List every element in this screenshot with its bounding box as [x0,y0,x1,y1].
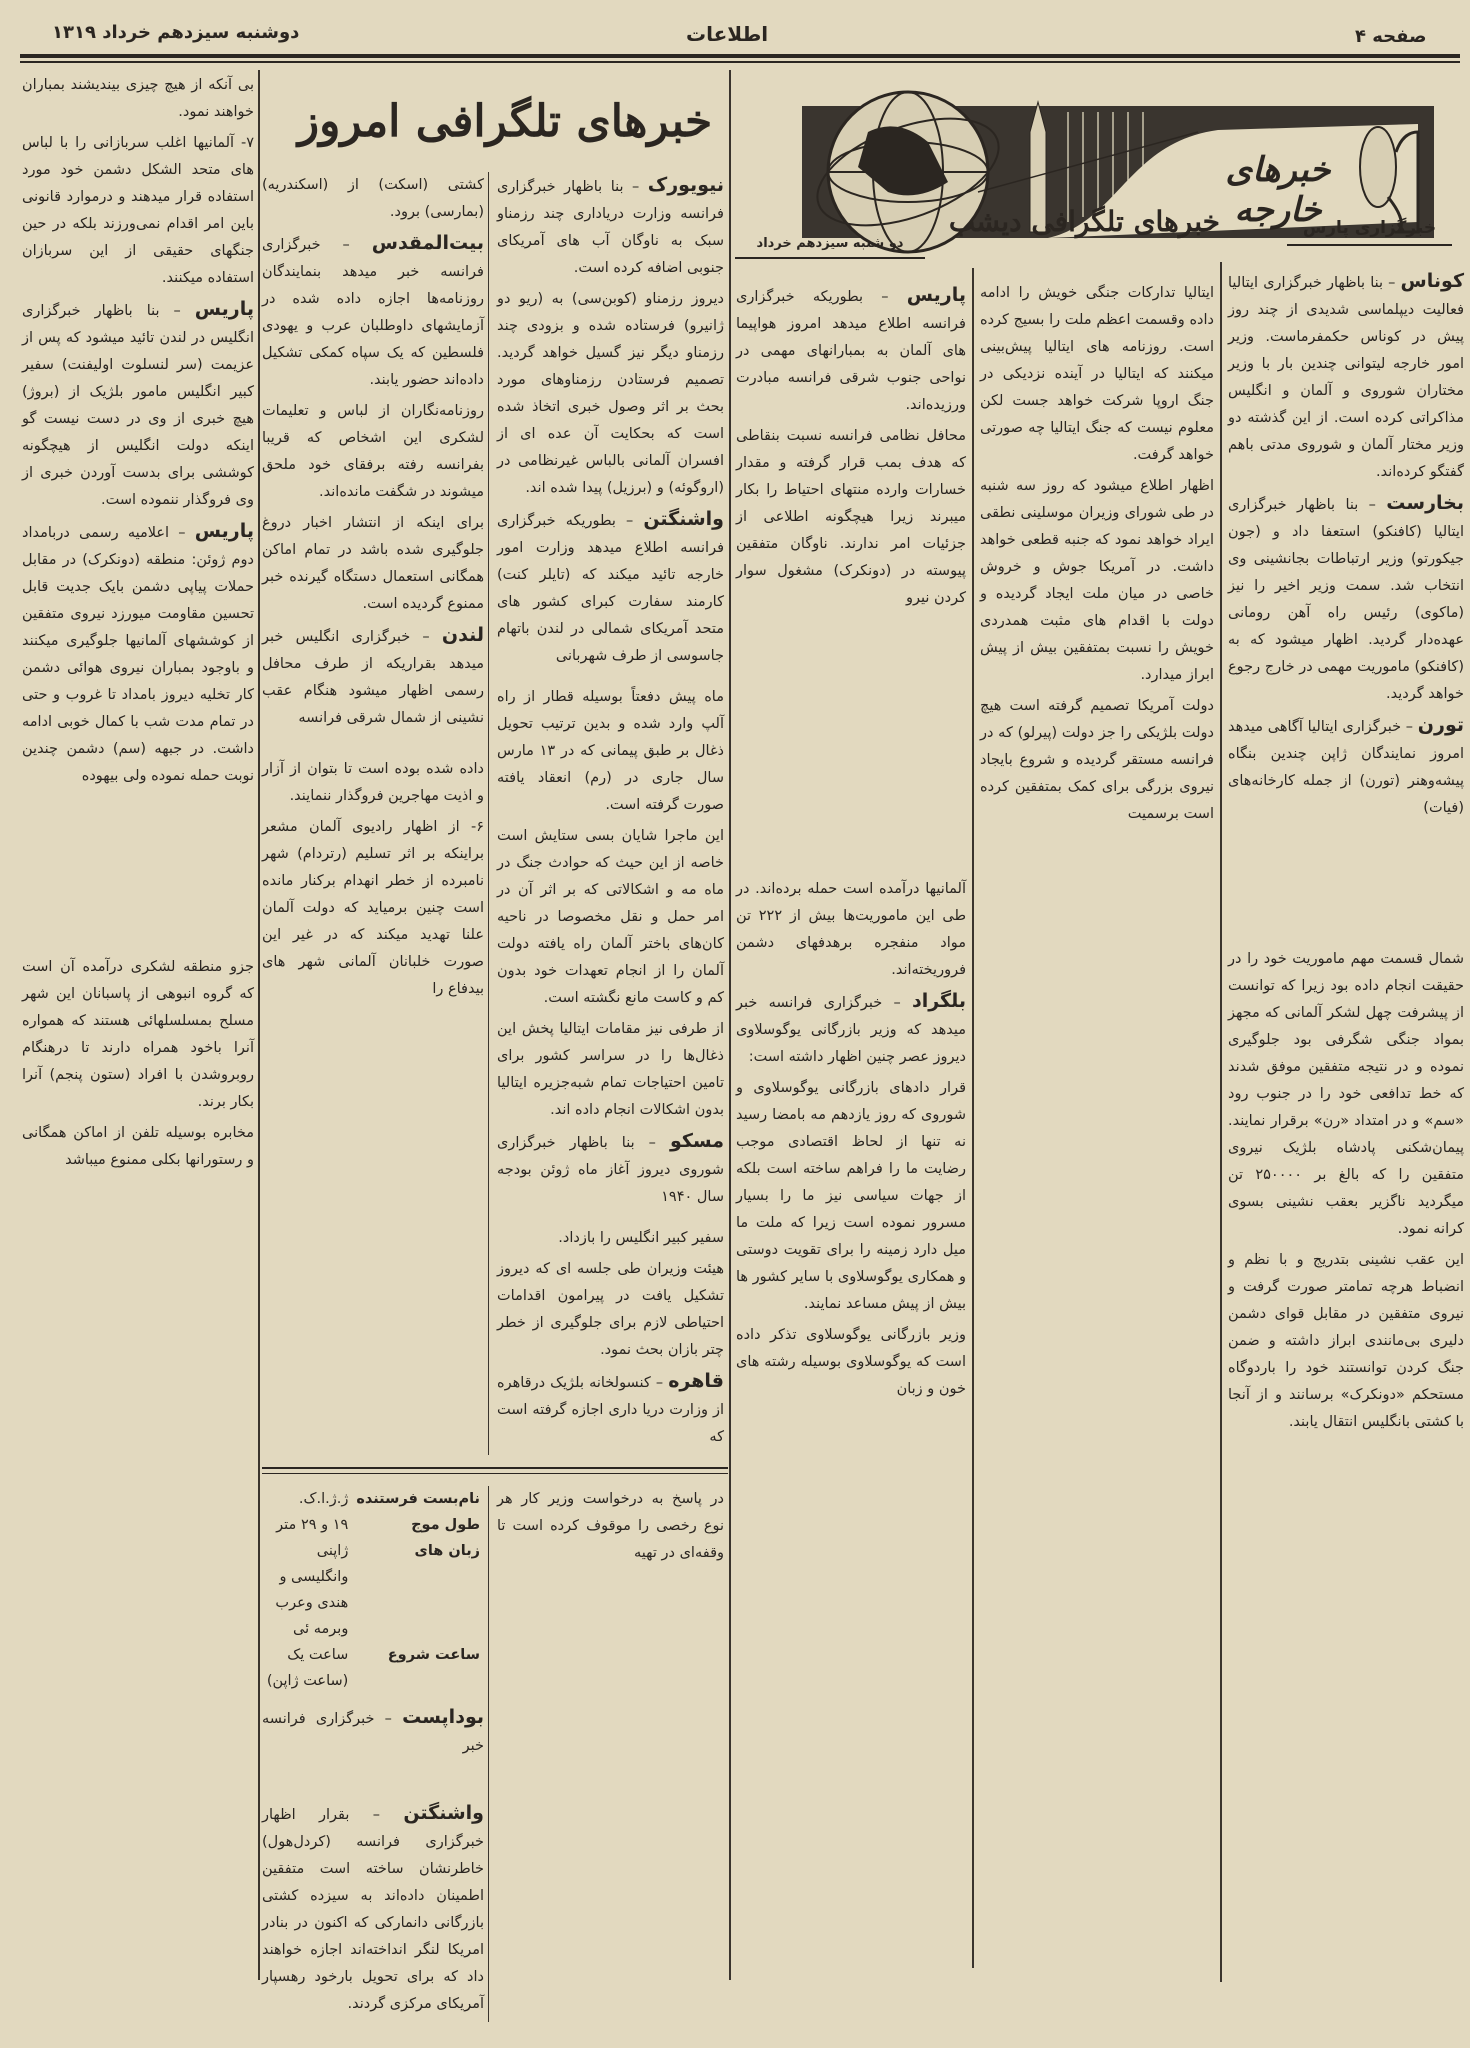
news-paragraph [262,622,484,732]
paragraph-text: اظهار اطلاع میشود که روز سه شنبه در طی شورای وزیران موسلینی نطقی ایراد خواهد نمود که جنبه قطعی خواهد داشت. در آمریکا جوش و خروش خاصی در میان ملت ایجاد گردیده و دولت با اقدام های مثبت همدردی خویش را نسبت بمتفقین بیش از پیش ابراز میدارد. [980,478,1214,683]
issue-date: دوشنبه سیزدهم خرداد ۱۳۱۹ [52,22,300,43]
dateline: پاریس [194,298,254,320]
date-label: دو شنبه سیزدهم خرداد [735,236,925,259]
dateline: لندن [441,624,484,646]
news-paragraph [736,876,966,984]
paragraph-text: – اعلامیه رسمی دربامداد دوم ژوئن: منطقه (دونکرک) در مقابل حملات پیاپی دشمن بایک جدیت قابل تحسین مقاومت میورزد نیروی متفقین از کوششهای آلمانیها جلوگیری میکنند و باوجود بمباران نیروی هوائی دشمن کار تخلیه دیروز بامداد تا غروب و حتی در تمام مدت شب با کمال خوبی ادامه داشت. در جبهه (سم) دشمن چندین نوبت حمله نموده ولی بیهوده [22,525,254,784]
news-paragraph [22,130,254,292]
news-paragraph [22,954,254,1116]
paragraph-text: برای اینکه از انتشار اخبار دروغ جلوگیری شده باشد در تمام اماکن همگانی استعمال دستگاه گیرنده خبر ممنوع گردیده است. [262,515,484,612]
news-paragraph [262,814,484,1003]
news-paragraph [736,423,966,612]
dateline: واشنگتن [643,508,724,530]
header-rule-thin [20,61,1460,63]
news-paragraph [736,988,966,1071]
news-paragraph [262,1704,484,1760]
row-value: ژ.ژ.ا.ک. [298,1491,349,1507]
paragraph-text: – خبرگزاری فرانسه خبر میدهد که وزیر بازرگانی یوگوسلاوی دیروز عصر چنین اظهار داشته است: [736,995,966,1065]
paragraph-text: روزنامه‌نگاران از لباس و تعلیمات لشکری این اشخاص که قریبا بفرانسه رفته برفقای خود ملحق میشوند در شگفت مانده‌اند. [262,403,484,500]
column-4-top [497,172,724,670]
paragraph-text: ۶- از اظهار رادیوی آلمان مشعر براینکه بر اثر تسلیم (رتردام) شهر نامبرده از خطر انهدام برکنار مانده است چنین برمیاید که دولت آلمان علنا تهدید میکند که در غیر این صورت خلبانان آلمانی شهر های بیدفاع را [262,819,484,997]
column-6 [22,72,254,1178]
news-paragraph [497,1486,724,1567]
row-label: ساعت شروع [387,1647,480,1663]
row-label: طول موج [411,1517,480,1533]
column-6-top [22,72,254,794]
paragraph-text: جزو منطقه لشکری درآمده آن است که گروه انبوهی از پاسبانان این شهر مسلح بمسلسلهائی هستند که همواره آنرا باخود همراه دارند تا درهنگام روبروشدن با افراد (ستون پنجم) آنرا بکار برند. [22,959,254,1110]
column-divider [1220,262,1222,1982]
news-paragraph [22,296,254,514]
news-paragraph [736,1075,966,1318]
column-5-bottom-cell [262,1486,488,2022]
column-6-bottom [22,954,254,1178]
dateline: واشنگتن [403,1802,484,1824]
row-value: ساعت یک (ساعت ژاپن) [266,1647,349,1689]
paragraph-text: قرار دادهای بازرگانی یوگوسلاوی و شوروی که روز یازدهم مه بامضا رسید نه تنها از لحاظ اقتصادی موجب رضایت ما را فراهم ساخته است بلکه از جهات سیاسی نیز ما را بسیار مسرور نموده است زیرا که ملت ما میل دارد زمینه را برای تقویت دوستی و همکاری یوگوسلاوی با سایر کشور ها بیش از پیش مساعد نمایند. [736,1080,966,1312]
masthead-title: خبرهای خارجه [1225,150,1331,230]
table-row [262,1486,484,1512]
column-5-budapest [262,1704,484,1760]
column-divider [729,70,731,1980]
news-paragraph [22,518,254,790]
paragraph-text: – خبرگزاری انگلیس خبر میدهد بقراریکه از طرف محافل رسمی اظهار میشود هنگام عقب نشینی از شمال شرقی فرانسه [262,629,484,726]
dateline: بخارست [1386,492,1464,514]
news-paragraph [980,280,1214,469]
paragraph-text: این عقب نشینی بتدریج و با نظم و انضباط هرچه تمامتر صورت گرفت و نیروی متفقین در مقابل قوای دشمن دلیری بی‌مانندی ابراز داشته و ضمن جنگ کردن توانستند خود را باردوگاه مستحکم «دونکرک» برسانند و از آنجا با کشتی بانگلیس انتقال یابند. [1228,1252,1464,1430]
paragraph-text: – بطوریکه خبرگزاری فرانسه اطلاع میدهد وزارت امور خارجه تائید میکند که (تایلر کنت) کارمند سفارت کبرای کشور های متحد آمریکای شمالی در لندن باتهام جاسوسی از طرف شهربانی [497,513,724,664]
columns-4-5-section [262,172,728,2022]
paragraph-text: بی آنکه از هیچ چیزی بیندیشند بمباران خواهند نمود. [22,77,254,120]
paragraph-text: مخابره بوسیله تلفن از اماکن همگانی و رستورانها بکلی ممنوع میباشد [22,1125,254,1168]
paragraph-text: وزیر بازرگانی یوگوسلاوی تذکر داده است که یوگوسلاوی بوسیله رشته های خون و زبان [736,1327,966,1397]
paragraph-text: دولت آمریکا تصمیم گرفته است هیچ دولت بلژیکی را جز دولت (پیرلو) که در فرانسه مستقر گردیده و شروع بایجاد نیروی بزرگی برای کمک بمتفقین کرده است برسمیت [980,698,1214,822]
paragraph-text: هیئت وزیران طی جلسه ای که دیروز تشکیل یافت در پیرامون اقدامات احتیاطی لازم برای جلوگیری از خطر چتر بازان بحث نمود. [497,1261,724,1358]
page-number: صفحه ۴ [1355,26,1427,47]
news-paragraph [262,230,484,394]
paragraph-text: – بنا باظهار خبرگزاری فرانسه وزارت دریاداری چند رزمناو سبک به ناوگان آب های آمریکای جنوبی اضافه کرده است. [497,179,724,276]
column-1 [1228,268,1464,1440]
news-paragraph [1228,268,1464,486]
news-paragraph [22,1120,254,1174]
paragraph-text: – خبرگزاری فرانسه خبر [262,1711,484,1754]
column-2-wrap [980,280,1214,832]
news-paragraph [1228,1247,1464,1436]
paragraph-text: شمال قسمت مهم ماموریت خود را در حقیقت انجام داده بود زیرا که توانست از پیشرفت چهل لشکر آلمانی که مجهز بمواد جنگی شگرفی بود جلوگیری نموده و در نتیجه متفقین موفق شدند که خط تدافعی خود را در جنوب رود «سم» و در امتداد «رن» برقرار نمایند. پیمان‌شکنی پادشاه بلژیک نیروی متفقین را که بالغ بر ۲۵۰۰۰۰ تن میگردید ناگزیر بعقب نشینی بسوی کرانه نمود. [1228,951,1465,1237]
news-paragraph [497,823,724,1012]
section-rule [262,1467,728,1474]
news-paragraph [497,506,724,670]
paragraph-text: ۷- آلمانیها اغلب سربازانی را با لباس های متحد الشکل دشمن خود مورد استفاده قرار میدهند و درموارد قانونی باین امر اقدام نمی‌ورزند بلکه در حین جنگهای حقیقی از این سربازان استفاده میکنند. [22,135,254,286]
headline-today: خبرهای تلگرافی امروز [297,96,713,147]
paragraph-text: – بنا باظهار خبرگزاری شوروی دیروز آغاز ماه ژوئن بودجه سال ۱۹۴۰ [497,1135,724,1205]
column-3-bottom [736,876,966,1407]
paragraph-text: کشتی (اسکت) از (اسکندریه) (بمارسی) برود. [262,177,484,220]
paragraph-text: – خبرگزاری ایتالیا آگاهی میدهد امروز نمایندگان ژاپن چندین بنگاه پیشه‌وهنر (تورن) از جمله کارخانه‌های (فیات) [1228,719,1464,816]
column-1-top [1228,268,1464,826]
paragraph-text: – بطوریکه خبرگزاری فرانسه اطلاع میدهد امروز هواپیما های آلمان به بمبارانهای مهمی در نواحی جنوب شرقی فرانسه مبادرت ورزیده‌اند. [736,289,966,413]
paragraph-text: ماه پیش دفعتاً بوسیله قطار از راه آلپ وارد شده و بدین ترتیب تحویل ذغال بر طبق پیمانی که در ۱۳ مارس سال جاری در (رم) انعقاد یافته صورت گرفته است. [497,689,724,813]
news-paragraph [262,510,484,618]
upper-row [262,172,728,1455]
headline-last-night: خبرهای تلگرافی دیشب [948,205,1220,238]
paragraph-text: از طرفی نیز مقامات ایتالیا پخش این ذغال‌ها را در سراسر کشور برای تامین احتیاجات تمام شبه‌جزیره ایتالیا بدون اشکالات انجام داده اند. [497,1021,724,1118]
column-4-bottom [497,1486,724,1567]
row-label: نام‌بست فرستنده [356,1491,480,1507]
news-paragraph [262,398,484,506]
table-row [262,1642,484,1694]
dateline: پاریس [194,520,254,542]
dateline: نیویورک [647,174,724,196]
news-paragraph [497,286,724,502]
paragraph-text: – خبرگزاری فرانسه خبر میدهد بنمایندگان روزنامه‌ها اجازه داده شده در آزمایشهای داوطلبان عرب و یهودی فلسطین که یک سپاه کمکی تشکیل داده‌اند حضور یابند. [262,237,484,388]
column-5-lower [262,756,484,1003]
paragraph-text: سفیر کبیر انگلیس را بازداد. [558,1230,724,1246]
newspaper-name: اطلاعات [686,22,769,46]
paragraph-text: داده شده بوده است تا بتوان از آزار و اذیت مهاجرین فروگذار ننمایند. [262,761,484,804]
radio-station-table [262,1486,484,1694]
column-5-bottom [262,1800,484,2018]
column-2 [980,280,1214,832]
column-5-upper [262,172,488,1455]
column-4-upper [488,172,728,1455]
dateline: مسکو [669,1130,724,1152]
news-paragraph [22,72,254,126]
news-paragraph [1228,712,1464,822]
agency-label: خبرگزاری پارس [1287,218,1452,246]
news-paragraph [497,1128,724,1211]
lower-row [262,1486,728,2022]
paragraph-text: – بنا باظهار خبرگزاری انگلیس در لندن تائید میشود که پس از عزیمت (سر لنسلوت اولیفنت) سفیر کبیر انگلیس مامور بلژیک از (بروژ) هیچ خبری از وی در دست نیست گو اینکه دولت انگلیس از هیچگونه کوششی برای بدست آوردن خبری از وی فروگذار ننموده است. [22,303,254,508]
column-4-bottom-cell [488,1486,728,2022]
column-4-middle [497,684,724,1211]
paragraph-text: در پاسخ به درخواست وزیر کار هر نوع رخصی را موقوف کرده است تا وقفه‌ای در تهیه [497,1491,724,1561]
dateline: قاهره [668,1370,724,1392]
paragraph-text: – کنسولخانه بلژیک درقاهره از وزارت دریا داری اجازه گرفته است که [497,1375,724,1445]
paragraph-text: – بنا باظهار خبرگزاری ایتالیا (کافنکو) استعفا داد و (جون جیکورتو) وزیر ارتباطات بجانشینی وی انتخاب شد. سمت وزیر اخیر را نیز (ماکوی) رئیس راه آهن رومانی عهده‌دار گردید. اظهار میشود که به (کافنکو) ماموریت مهمی در خارج رجوع خواهد گردید. [1228,497,1464,702]
dateline: بلگراد [911,990,966,1012]
paragraph-text: دیروز رزمناو (کوبن‌سی) به (ریو دو ژانیرو) فرستاده شده و بزودی چند رزمناو دیگر نیز گسیل خواهد گردید. تصمیم فرستادن رزمناوهای مورد بحث بر اثر وصول خبری اتخاذ شده است که بحکایت آن عده ای از افسران آلمانی بالباس غیرنظامی در (اروگوئه) و (برزیل) پیدا شده اند. [497,291,724,496]
news-paragraph [497,172,724,282]
column-4-lower [497,1225,724,1451]
news-paragraph [497,1016,724,1124]
news-paragraph [262,172,484,226]
news-paragraph [980,693,1214,828]
table-row [262,1512,484,1538]
news-paragraph [497,1368,724,1451]
news-paragraph [736,282,966,419]
column-divider [972,268,974,1968]
table-row [262,1538,484,1642]
row-label: زبان های [414,1543,480,1559]
dateline: بوداپست [402,1706,484,1728]
paragraph-text: این ماجرا شایان بسی ستایش است خاصه از این حیث که حوادث جنگ در ماه مه و اشکالاتی که بر اثر آن در امر حمل و نقل مخصوصا در ناحیه کان‌های باختر آلمان راه یافته دولت آلمان را از انجام تعهدات خود بدون کم و کاست مانع نگشته است. [497,828,724,1006]
news-paragraph [497,684,724,819]
dateline: کوناس [1400,270,1464,292]
news-paragraph [980,473,1214,689]
column-3 [736,282,966,1407]
paragraph-text: محافل نظامی فرانسه نسبت بنقاطی که هدف بمب قرار گرفته و مقدار خسارات وارده منتهای احتیاط را بکار میبرند زیرا هیچگونه اطلاعی از جزئیات امر ندارند. ناوگان متفقین پیوسته در (دونکرک) مشغول سوار کردن نیرو [736,428,966,606]
news-paragraph [736,1322,966,1403]
column-3-top [736,282,966,616]
news-paragraph [262,1800,484,2018]
column-divider [258,70,260,1980]
paragraph-text: آلمانیها درآمده است حمله برده‌اند. در طی این ماموریت‌ها بیش از ۲۲۲ تن مواد منفجره برهدفهای دشمن فروریخته‌اند. [736,881,966,978]
dateline: پاریس [906,284,966,306]
paragraph-text: ایتالیا تدارکات جنگی خویش را ادامه داده وقسمت اعظم ملت را بسیج کرده است. روزنامه های ایتالیا پیش‌بینی میکنند که ایتالیا در آینده نزدیکی در جنگ اروپا شرکت خواهد جست لکن معلوم نیست که جنگ ایتالیا چه صورتی خواهد گرفت. [980,285,1214,463]
header-rule [20,54,1460,58]
news-paragraph [262,756,484,810]
news-paragraph [497,1256,724,1364]
dateline: بیت‌المقدس [371,232,484,254]
paragraph-text: – بنا باظهار خبرگزاری ایتالیا فعالیت دیپلماسی شدیدی از چند روز پیش در کوناس حکمفرماست. وزیر امور خارجه لیتوانی چندین بار با وزیر مختاران شوروی و آلمان و انگلیس مذاکراتی کرده است. از این گذشته دو وزیر مختار آلمان و شوروی مدتی باهم گفتگو کرده‌اند. [1228,275,1464,480]
column-5-top [262,172,484,732]
news-paragraph [497,1225,724,1252]
row-value: ۱۹ و ۲۹ متر [276,1517,349,1533]
dateline: تورن [1417,714,1464,736]
row-value: ژاپنی وانگلیسی و هندی وعرب وبرمه ئی [275,1543,349,1637]
column-1-bottom [1228,946,1464,1440]
paragraph-text: – بقرار اظهار خبرگزاری فرانسه (کردل‌هول) خاطرنشان ساخته است متفقین اطمینان داده‌اند به سیزده کشتی بازرگانی دانمارکی که اکنون در بنادر امریکا لنگر انداخته‌اند اجازه خواهند داد که برای تحویل بارخود رهسپار آمریکای مرکزی گردند. [262,1807,484,2012]
news-paragraph [1228,946,1464,1243]
news-paragraph [1228,490,1464,708]
